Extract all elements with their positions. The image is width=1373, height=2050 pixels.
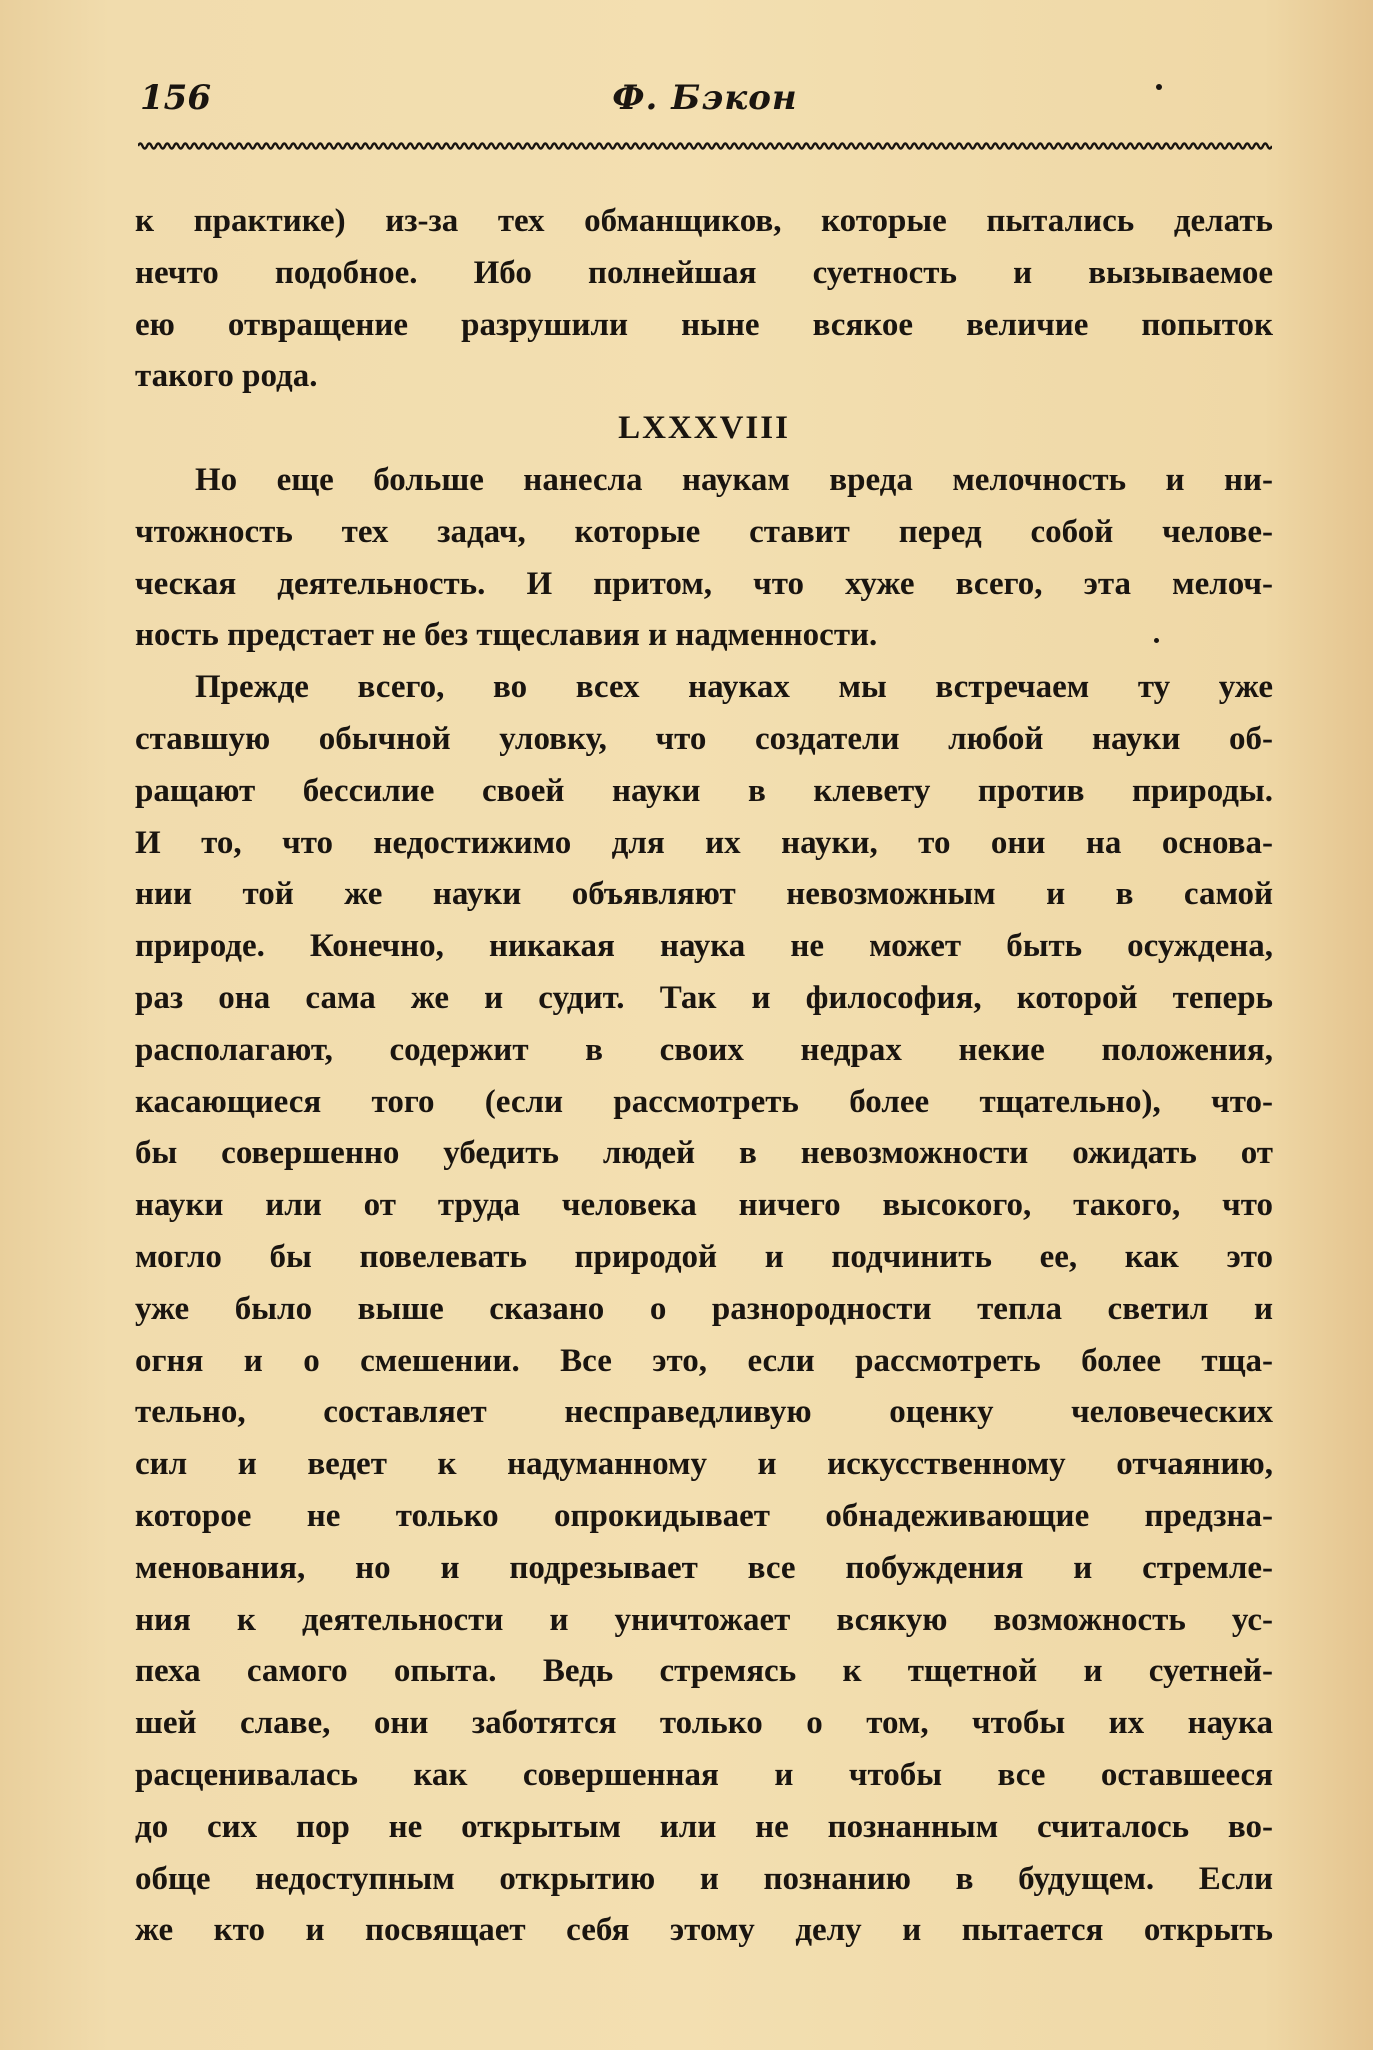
running-header xyxy=(140,78,1270,134)
text-line: природе. Конечно, никакая наука не может быть осуждена, xyxy=(135,928,1273,965)
text-line: Но еще больше нанесла наукам вреда мелочность и ни- xyxy=(195,461,1273,498)
text-line: могло бы повелевать природой и подчинить ее, как это xyxy=(135,1238,1273,1275)
text-line: науки или от труда человека ничего высокого, такого, что xyxy=(135,1187,1273,1224)
text-line: чтожность тех задач, которые ставит перед собой челове- xyxy=(135,513,1273,550)
section-heading: LXXXVIII xyxy=(618,410,790,447)
text-line: уже было выше сказано о разнородности тепла светил и xyxy=(135,1290,1273,1327)
text-line: раз она сама же и судит. Так и философия, которой теперь xyxy=(135,979,1273,1016)
text-line: до сих пор не открытым или не познанным считалось во- xyxy=(135,1808,1273,1845)
text-line: нечто подобное. Ибо полнейшая суетность и вызываемое xyxy=(135,254,1273,291)
text-line: к практике) из-за тех обманщиков, которые пытались делать xyxy=(135,203,1273,239)
running-title: Ф. Бэкон xyxy=(612,78,798,118)
text-line: тельно, составляет несправедливую оценку человеческих xyxy=(135,1394,1273,1431)
text-line: нии той же науки объявляют невозможным и в самой xyxy=(135,876,1273,913)
text-line: ческая деятельность. И притом, что хуже всего, эта мелоч- xyxy=(135,565,1273,602)
text-line: сил и ведет к надуманному и искусственному отчаянию, xyxy=(135,1446,1273,1483)
text-line: шей славе, они заботятся только о том, чтобы их наука xyxy=(135,1705,1273,1742)
text-line: касающиеся того (если рассмотреть более тщательно), что- xyxy=(135,1083,1273,1120)
decorative-wavy-rule xyxy=(138,140,1272,152)
text-line: И то, что недостижимо для их науки, то они на основа- xyxy=(135,824,1273,861)
text-line: ставшую обычной уловку, что создатели любой науки об- xyxy=(135,720,1273,757)
text-line: бы совершенно убедить людей в невозможности ожидать от xyxy=(135,1135,1273,1172)
ink-speck xyxy=(1156,84,1162,90)
page-number: 156 xyxy=(140,78,211,118)
body-text xyxy=(135,196,1273,1957)
text-line: такого рода. xyxy=(135,358,318,395)
text-line: которое не только опрокидывает обнадеживающие предзна- xyxy=(135,1497,1273,1534)
text-line: ращают бессилие своей науки в клевету против природы. xyxy=(135,772,1273,809)
text-line: ею отвращение разрушили ныне всякое величие попыток xyxy=(135,306,1273,343)
text-line: ния к деятельности и уничтожает всякую возможность ус- xyxy=(135,1601,1273,1638)
text-line: расценивалась как совершенная и чтобы все оставшееся xyxy=(135,1756,1273,1793)
text-line: же кто и посвящает себя этому делу и пытается открыть xyxy=(135,1912,1273,1949)
text-line: Прежде всего, во всех науках мы встречаем ту уже xyxy=(195,669,1273,706)
text-line: обще недоступным открытию и познанию в будущем. Если xyxy=(135,1860,1273,1897)
text-line: огня и о смешении. Все это, если рассмотреть более тща- xyxy=(135,1342,1273,1379)
text-line: пеха самого опыта. Ведь стремясь к тщетной и суетней- xyxy=(135,1653,1273,1690)
text-line: менования, но и подрезывает все побуждения и стремле- xyxy=(135,1549,1273,1586)
text-line: располагают, содержит в своих недрах некие положения, xyxy=(135,1031,1273,1068)
text-line: ность предстает не без тщеславия и надменности. xyxy=(135,617,878,654)
